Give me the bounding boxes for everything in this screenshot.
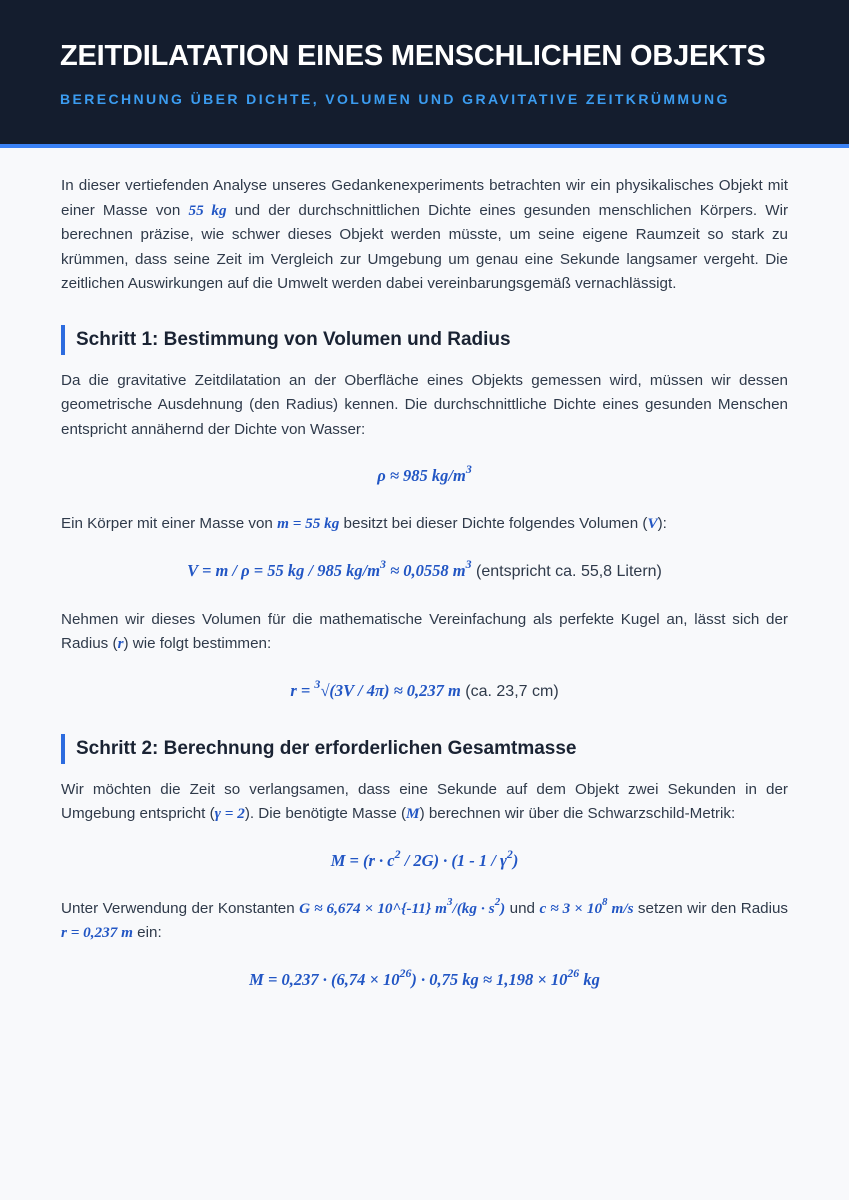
- intro-text-rest: und der durchschnittlichen Dichte eines gesunden menschlichen Körpers. Wir berechnen präzise, wie schwer dieses Objekt werden müsste, um seine eigene Raumzeit so stark zu krümmen, dass seine Zeit im Vergleich zur Umgebung um genau eine Sekunde langsamer vergeht. Die zeitlichen Auswirkungen auf die Umwelt werden dabei vereinbarungsgemäß vernachlässigt.: [61, 201, 789, 292]
- page-title: ZEITDILATATION EINES MENSCHLICHEN OBJEKTS: [60, 40, 766, 72]
- equation-radius-note: (ca. 23,7 cm): [460, 682, 559, 700]
- step1-paragraph-volume: Ein Körper mit einer Masse von m = 55 kg besitzt bei dieser Dichte folgendes Volumen (V):: [61, 515, 667, 532]
- intro-paragraph: [61, 174, 788, 297]
- page-header: [0, 0, 849, 148]
- page-subtitle: BERECHNUNG ÜBER DICHTE, VOLUMEN UND GRAVITATIVE ZEITKRÜMMUNG: [60, 91, 730, 107]
- step1-paragraph-density: Da die gravitative Zeitdilatation an der Oberfläche eines Objekts gemessen wird, müssen wir dessen geometrische Ausdehnung (den Radius) kennen. Die durchschnittliche Dichte eines gesunden Menschen entspricht annähernd der Dichte von Wasser:: [61, 371, 788, 438]
- equation-mass-result: $M = 0,237 \cdot (6,74 \times 10^{26}) \cdot 0,75$ kg ≈ $1,198 \times 10^{26}$ kg: [249, 965, 600, 989]
- intro-text: In dieser vertiefenden Analyse unseres Gedankenexperiments betrachten wir ein physikalisches Objekt mit einer Masse von: [61, 177, 788, 219]
- document-body: [0, 148, 849, 994]
- constant-g: G ≈ 6,674 × 10^{-11} $m^3/(kg \cdot s^2)$: [299, 896, 506, 917]
- equation-mass-formula: $M = (r \cdot c^2 / 2G) \cdot (1 - 1 / \gamma^2)$: [330, 846, 519, 870]
- step1-paragraph-radius: Nehmen wir dieses Volumen für die mathematische Vereinfachung als perfekte Kugel an, lässt sich der Radius (r) wie folgt bestimmen:: [61, 610, 788, 652]
- equation-density: ρ ≈ 985 $kg/m^3$: [377, 462, 472, 485]
- constant-c: $c \approx 3 \times 10^8$ m/s: [539, 896, 634, 917]
- equation-radius: r = $^3$√(3V / 4π) ≈ 0,237 m (ca. 23,7 cm): [290, 676, 559, 700]
- step2-paragraph-gamma: Wir möchten die Zeit so verlangsamen, dass eine Sekunde auf dem Objekt zwei Sekunden in der Umgebung entspricht (γ = 2). Die benötigte Masse (M) berechnen wir über die Schwarzschild-Metrik:: [61, 780, 788, 822]
- intro-mass: 55 kg: [188, 201, 227, 219]
- step2-paragraph-constants: Unter Verwendung der Konstanten G ≈ 6,674 × 10^{-11} $m^3/(kg \cdot s^2)$ und $c \approx 3 \times 10^8$ m/s setzen wir den Radius r = 0,237 m ein:: [61, 896, 789, 941]
- step1-heading: Schritt 1: Bestimmung von Volumen und Radius: [61, 325, 788, 355]
- step2-heading: Schritt 2: Berechnung der erforderlichen Gesamtmasse: [61, 734, 788, 764]
- equation-volume-note: (entspricht ca. 55,8 Litern): [471, 562, 662, 580]
- equation-volume: V = m / ρ = 55 kg / 985 $kg/m^3 \approx 0,0558$ $m^3$ (entspricht ca. 55,8 Litern): [187, 556, 662, 580]
